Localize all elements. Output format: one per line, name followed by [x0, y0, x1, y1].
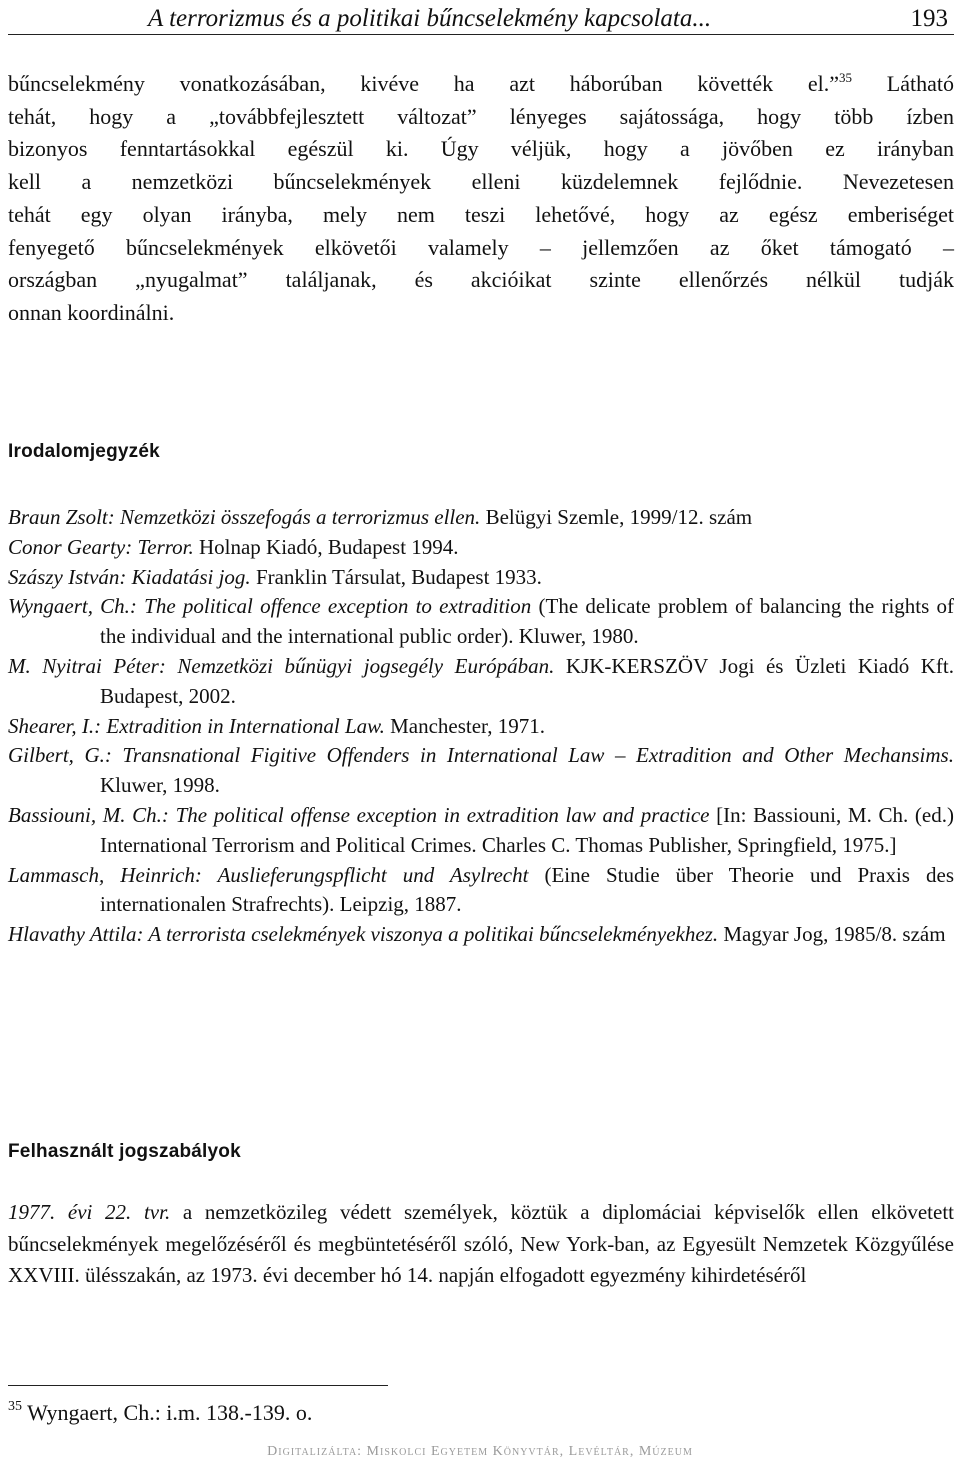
bibliography-entry: Wyngaert, Ch.: The political offence exception to extradition (The delicate problem of balancing the rights of the individual and the international public order). Kluwer, 1980. — [8, 594, 954, 649]
bibliography-entry: Gilbert, G.: Transnational Figitive Offenders in International Law – Extradition and Other Mechansims. Kluwer, 1998. — [8, 743, 954, 798]
page-number: 193 — [910, 5, 948, 32]
paragraph-line: bizonyos fenntartásokkal egészül ki. Úgy véljük, hogy a jövőben ez irányban — [8, 136, 954, 162]
paragraph-line: tehát egy olyan irányba, mely nem teszi lehetővé, hogy az egész emberiséget — [8, 201, 954, 227]
laws-entry — [8, 1197, 954, 1292]
law-description: a nemzetközileg védett személyek, köztük a diplomáciai képviselők ellen elkövetett bűncselekmények megelőzéséről és megbüntetéséről szóló, New York-ban, az Egyesült Nemzetek Közgyűlése XXVIII. ülésszakán, az 1973. évi december hó 14. napján elfogadott egyezmény kihirdetéséről — [8, 1200, 954, 1287]
paragraph-line: bűncselekmény vonatkozásában, kivéve ha azt háborúban követték el.”$^{35}$ Látható — [8, 70, 954, 96]
running-header — [8, 4, 954, 35]
bibliography-entry: Braun Zsolt: Nemzetközi összefogás a terrorizmus ellen. Belügyi Szemle, 1999/12. szám — [8, 505, 753, 529]
paragraph-line: tehát, hogy a „továbbfejlesztett változat” lényeges sajátossága, hogy több ízben — [8, 103, 954, 129]
paragraph-line: onnan koordinálni. — [8, 299, 175, 325]
bibliography-entry: Hlavathy Attila: A terrorista cselekmények viszonya a politikai bűncselekményekhez. Magyar Jog, 1985/8. szám — [8, 922, 946, 947]
footnote-number: 35 — [8, 1399, 22, 1414]
bibliography-list — [8, 503, 954, 950]
bibliography-entry: Szászy István: Kiadatási jog. Franklin Társulat, Budapest 1933. — [8, 564, 542, 589]
paragraph-line: kell a nemzetközi bűncselekmények elleni küzdelemnek fejlődnie. Nevezetesen — [8, 169, 954, 195]
paragraph-line: fenyegető bűncselekmények elkövetői valamely – jellemzően az őket támogató – — [8, 234, 954, 260]
bibliography-heading: Irodalomjegyzék — [8, 441, 160, 462]
paragraph-line: országban „nyugalmat” találjanak, és akcióikat szinte ellenőrzés nélkül tudják — [8, 267, 954, 293]
bibliography-entry: M. Nyitrai Péter: Nemzetközi bűnügyi jogsegély Európában. KJK-KERSZÖV Jogi és Üzleti Kiadó Kft. Budapest, 2002. — [8, 653, 954, 708]
laws-heading: Felhasznált jogszabályok — [8, 1141, 241, 1162]
footnote-ref: 35 — [839, 70, 853, 85]
footnote-divider — [8, 1385, 388, 1386]
footnote — [8, 1398, 312, 1428]
running-title: A terrorizmus és a politikai bűncselekmény kapcsolata... — [148, 5, 712, 32]
footnote-text: Wyngaert, Ch.: i.m. 138.-139. o. — [22, 1400, 313, 1425]
bibliography-entry: Shearer, I.: Extradition in International Law. Manchester, 1971. — [8, 713, 545, 738]
bibliography-entry: Lammasch, Heinrich: Auslieferungspflicht und Asylrecht (Eine Studie über Theorie und Praxis des internationalen Strafrechts). Leipzig, 1887. — [8, 862, 954, 917]
bibliography-entry: Bassiouni, M. Ch.: The political offense exception in extradition law and practice [In: Bassiouni, M. Ch. (ed.) International Terrorism and Political Crimes. Charles C. Thomas Publisher, Springfield, 1975.] — [8, 802, 954, 857]
bibliography-entry: Conor Gearty: Terror. Holnap Kiadó, Budapest 1994. — [8, 534, 459, 559]
body-paragraph — [8, 68, 954, 330]
digitization-watermark: Digitalizálta: Miskolci Egyetem Könyvtár, Levéltár, Múzeum — [267, 1444, 693, 1459]
law-reference: 1977. évi 22. tvr. — [8, 1200, 171, 1224]
